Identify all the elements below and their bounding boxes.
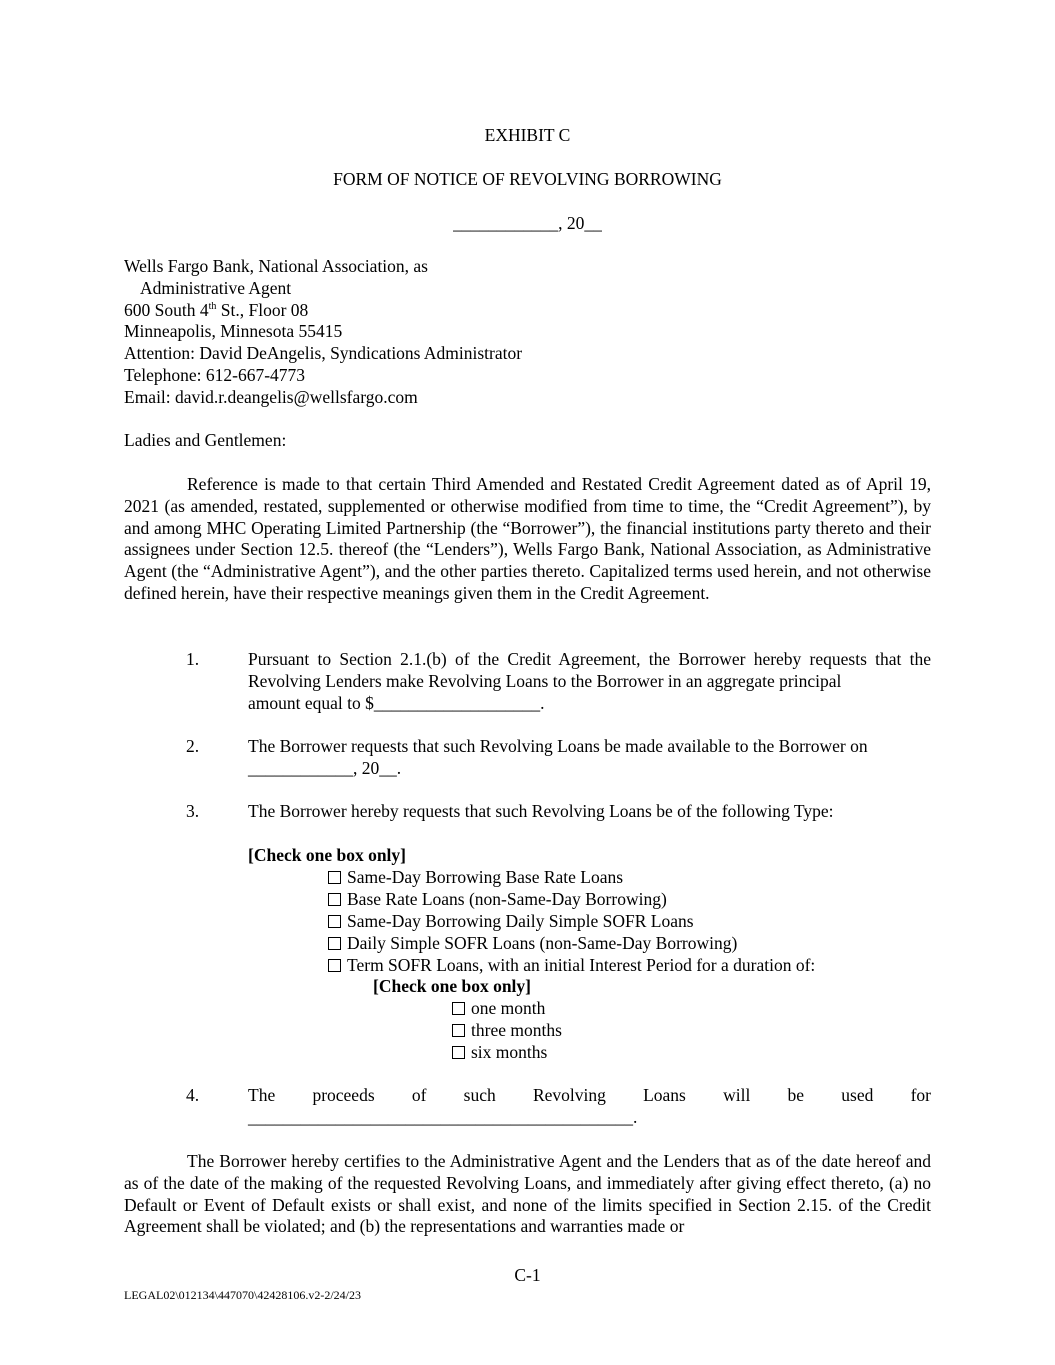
item-number: 2.	[186, 736, 200, 756]
reference-paragraph: Reference is made to that certain Third Amended and Restated Credit Agreement dated as of April 19, 2021 (as amended, restated, supplemented or otherwise modified from time to time, the “Credit Agreement”), by and among MHC Operating Limited Partnership (the “Borrower”), the financial institutions party thereto and their assignees under Section 12.5. thereof (the “Lenders”), Wells Fargo Bank, National Association, as Administrative Agent (the “Administrative Agent”), and the other parties thereto. Capitalized terms used herein, and not otherwise defined herein, have their respective meanings given them in the Credit Agreement.	[124, 474, 931, 603]
interest-period-option: six months	[452, 1042, 547, 1064]
check-instruction: [Check one box only]	[248, 845, 406, 865]
item-text: Pursuant to Section 2.1.(b) of the Credit Agreement, the Borrower hereby requests that the Revolving Lenders make Revolving Loans to the Borrower in an aggregate principal amount equal to $___________________.	[248, 649, 931, 713]
checkbox[interactable]	[328, 959, 341, 972]
telephone-line: Telephone: 612-667-4773	[124, 364, 306, 385]
checkbox[interactable]	[328, 893, 341, 906]
period-instruction: [Check one box only]	[373, 976, 531, 996]
checkbox[interactable]	[328, 915, 341, 928]
exhibit-label: EXHIBIT C	[484, 125, 571, 145]
checkbox[interactable]	[452, 1024, 465, 1037]
salutation: Ladies and Gentlemen:	[124, 430, 287, 450]
item-number: 4.	[186, 1085, 200, 1105]
address-line: Minneapolis, Minnesota 55415	[124, 321, 343, 342]
loan-type-option: Same-Day Borrowing Daily Simple SOFR Loans	[328, 911, 694, 933]
item-text: The Borrower requests that such Revolving Loans be made available to the Borrower on ____________, 20__.	[248, 736, 868, 778]
email-line: Email: david.r.deangelis@wellsfargo.com	[124, 386, 418, 407]
recipient-address	[124, 256, 724, 409]
item-text: The proceeds of such Revolving Loans will be used for ____________________________________________.	[248, 1085, 931, 1127]
checkbox[interactable]	[328, 871, 341, 884]
page-number: C-1	[514, 1265, 541, 1285]
loan-type-option: Base Rate Loans (non-Same-Day Borrowing)	[328, 889, 667, 911]
certification-paragraph: The Borrower hereby certifies to the Administrative Agent and the Lenders that as of the date hereof and as of the date of the making of the requested Revolving Loans, and immediately after giving effect thereto, (a) no Default or Event of Default exists or shall exist, and none of the limits specified in Section 2.15. of the Credit Agreement shall be violated; and (b) the representations and warranties made or	[124, 1151, 931, 1237]
interest-period-option: one month	[452, 998, 545, 1020]
address-line: 600 South 4th St., Floor 08	[124, 299, 309, 320]
checkbox[interactable]	[452, 1002, 465, 1015]
loan-type-option: Daily Simple SOFR Loans (non-Same-Day Borrowing)	[328, 933, 737, 955]
checkbox[interactable]	[328, 937, 341, 950]
attention-line: Attention: David DeAngelis, Syndications Administrator	[124, 343, 523, 364]
document-title: FORM OF NOTICE OF REVOLVING BORROWING	[333, 169, 722, 189]
item-number: 1.	[186, 649, 200, 669]
item-number: 3.	[186, 801, 200, 821]
loan-type-option: Same-Day Borrowing Base Rate Loans	[328, 867, 623, 889]
address-line: Wells Fargo Bank, National Association, as	[124, 256, 428, 276]
checkbox[interactable]	[452, 1046, 465, 1059]
address-line: Administrative Agent	[140, 277, 292, 298]
date-line: ____________, 20__	[453, 213, 602, 233]
item-text: The Borrower hereby requests that such Revolving Loans be of the following Type:	[248, 801, 834, 821]
interest-period-option: three months	[452, 1020, 562, 1042]
loan-type-option: Term SOFR Loans, with an initial Interest Period for a duration of:	[328, 955, 815, 977]
document-code: LEGAL02\012134\447070\42428106.v2-2/24/23	[124, 1288, 361, 1302]
